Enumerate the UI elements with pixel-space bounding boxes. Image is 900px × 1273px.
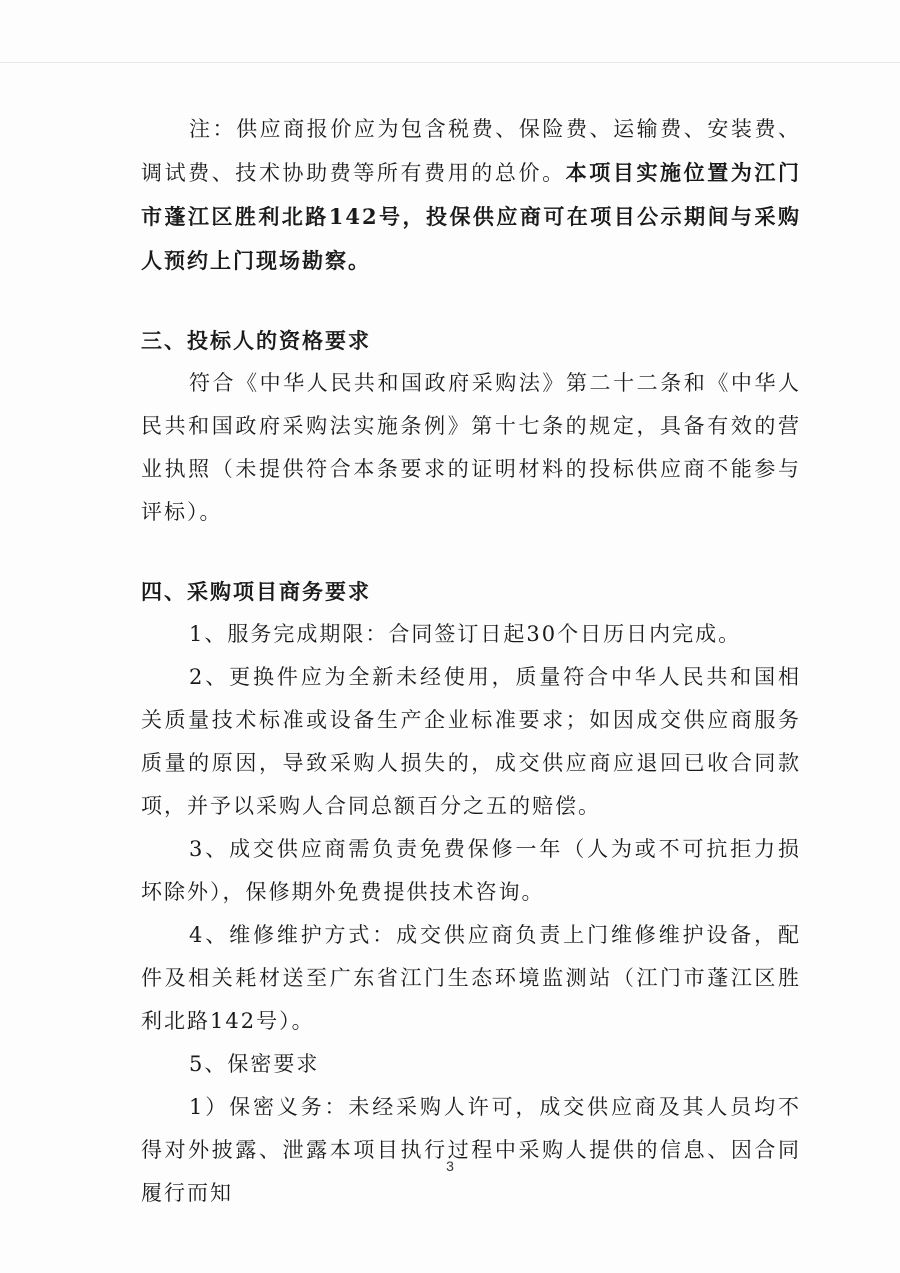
top-divider bbox=[0, 62, 900, 63]
section4-item-3: 3、成交供应商需负责免费保修一年（人为或不可抗拒力损坏除外），保修期外免费提供技术咨询。 bbox=[141, 837, 801, 904]
section4-item-5-1: 1）保密义务：未经采购人许可，成交供应商及其人员均不得对外披露、泄露本项目执行过程中采购人提供的信息、因合同履行而知 bbox=[141, 1095, 801, 1205]
section4-item-4: 4、维修维护方式：成交供应商负责上门维修维护设备，配件及相关耗材送至广东省江门生态环境监测站（江门市蓬江区胜利北路142号）。 bbox=[141, 923, 801, 1033]
section4-item-2: 2、更换件应为全新未经使用，质量符合中华人民共和国相关质量技术标准或设备生产企业标准要求；如因成交供应商服务质量的原因，导致采购人损失的，成交供应商应退回已收合同款项，并予以采购人合同总额百分之五的赔偿。 bbox=[141, 665, 801, 818]
note-bold-text: 本项目实施位置为江门市蓬江区胜利北路142号，投保供应商可在项目公示期间与采购人预约上门现场勘察。 bbox=[141, 160, 802, 273]
section4-item-1: 1、服务完成期限：合同签订日起30个日历日内完成。 bbox=[189, 622, 742, 646]
section3-heading: 三、投标人的资格要求 bbox=[141, 328, 371, 353]
page-content bbox=[141, 108, 801, 1215]
page-number: 3 bbox=[446, 1158, 454, 1174]
section4-item-5: 5、保密要求 bbox=[189, 1052, 320, 1076]
note-paragraph bbox=[141, 108, 801, 283]
note-normal-text: 注：供应商报价应为包含税费、保险费、运输费、安装费、调试费、技术协助费等所有费用的总价。 bbox=[141, 117, 801, 185]
section4-heading: 四、采购项目商务要求 bbox=[141, 579, 371, 604]
section3-body: 符合《中华人民共和国政府采购法》第二十二条和《中华人民共和国政府采购法实施条例》第十七条的规定，具备有效的营业执照（未提供符合本条要求的证明材料的投标供应商不能参与评标）。 bbox=[141, 371, 801, 524]
